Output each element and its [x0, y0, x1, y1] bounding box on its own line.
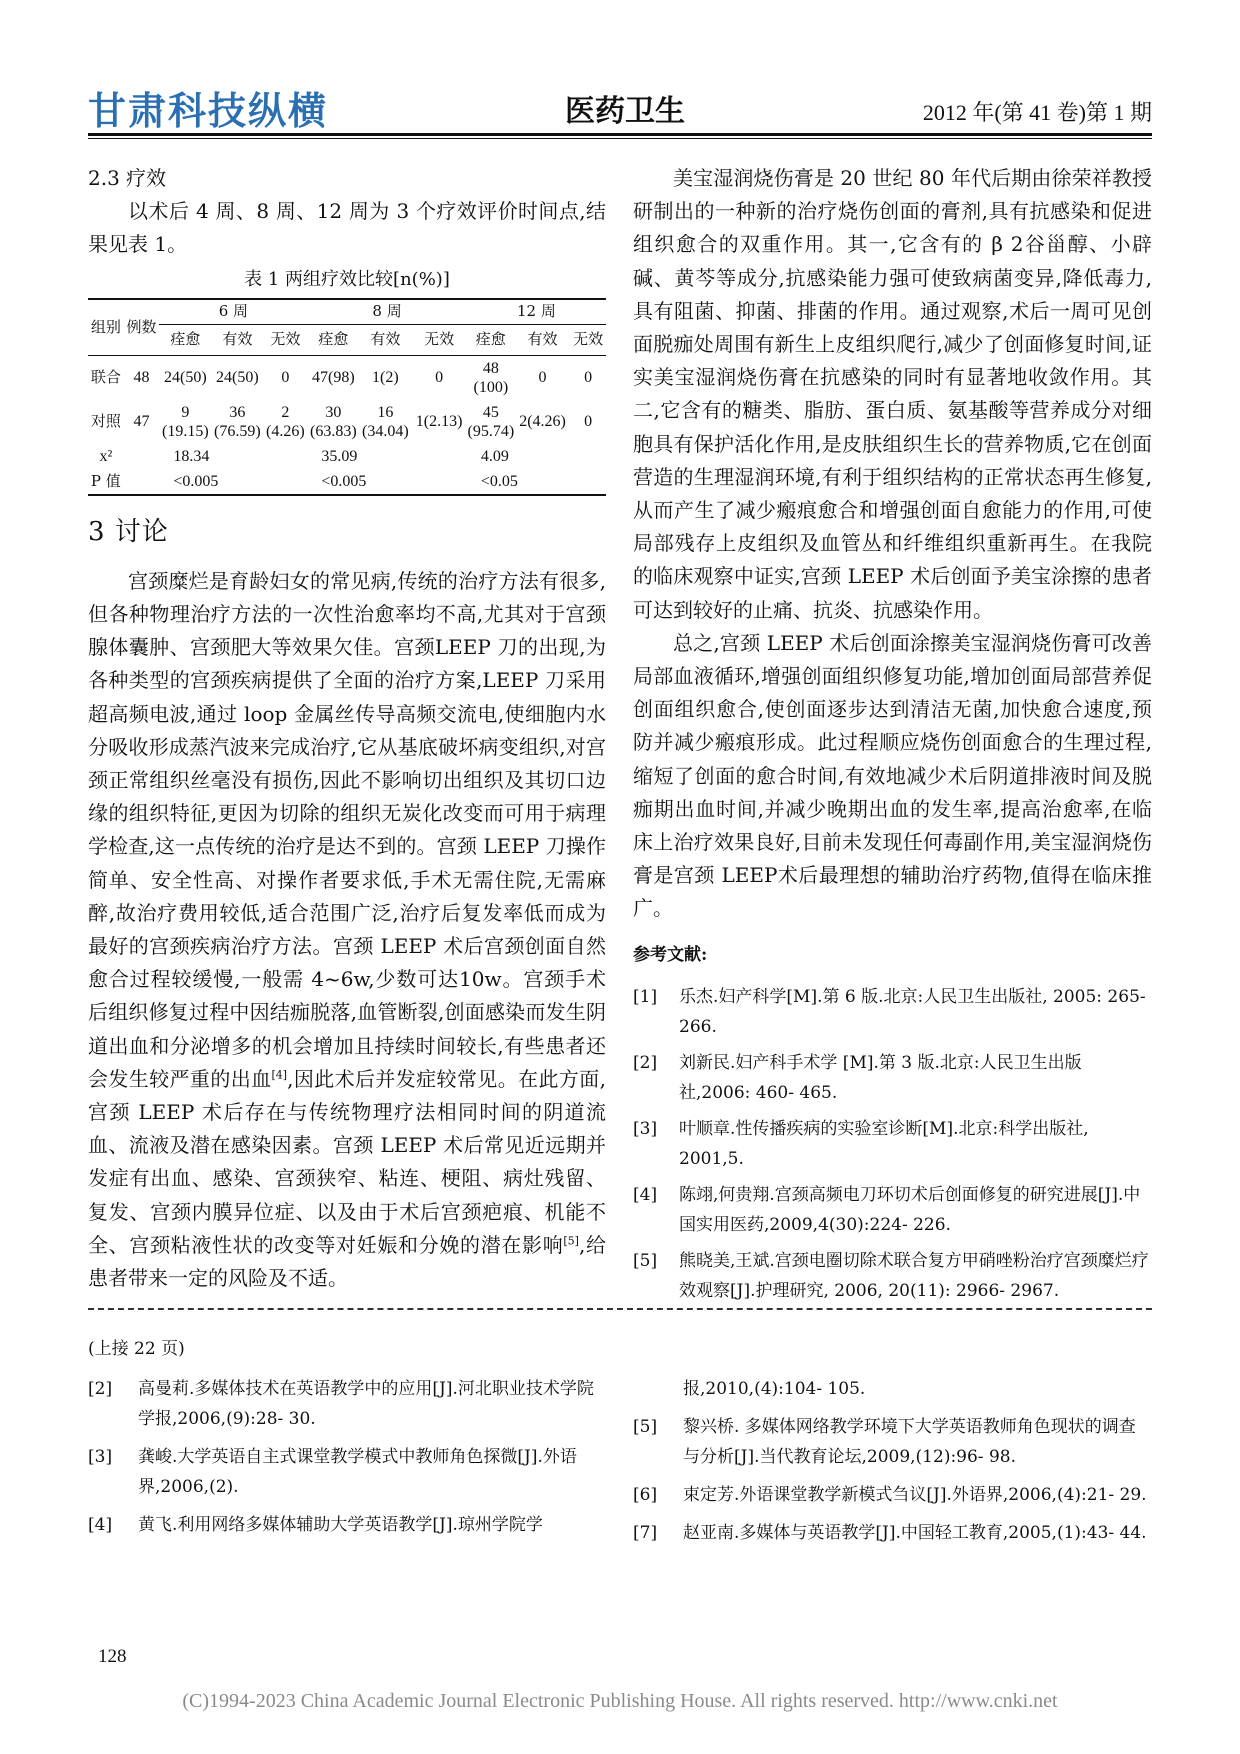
page-number: 128: [98, 1646, 127, 1667]
table-subheader: 痊愈: [467, 324, 515, 355]
discussion-paragraph-2: 美宝湿润烧伤膏是 20 世纪 80 年代后期由徐荣祥教授研制出的一种新的治疗烧伤创面的膏剂,具有抗感染和促进组织愈合的双重作用。其一,它含有的 β 2谷甾醇、小辟碱、黄芩等成分,抗感染能力强可使致病菌变异,降低毒力,具有阻菌、抑菌、排菌的作用。通过观察,术后一周可见创面脱痂处周围有新生上皮组织爬行,减少了创面修复时间,证实美宝湿润烧伤膏在抗感染的同时有显著地收敛作用。其二,它含有的糖类、脂肪、蛋白质、氨基酸等营养成分对细胞具有保护活化作用,是皮肤组织生长的营养物质,它在创面营造的生理湿润环境,有利于组织结构的正常状态再生修复,从而产生了减少瘢痕愈合和增强创面自愈能力的作用,可使局部残存上皮组织及血管丛和纤维组织重新再生。在我院的临床观察中证实,宫颈 LEEP 术后创面予美宝涂擦的患者可达到较好的止痛、抗炎、抗感染作用。: [633, 166, 1152, 622]
table-cell: 48: [133, 369, 150, 387]
table-subheader: 痊愈: [159, 324, 211, 355]
table-cell: 0: [584, 369, 593, 387]
table-cell: 48 (100): [473, 359, 509, 396]
table-subheader: 有效: [359, 324, 411, 355]
table-subheader: 有效: [515, 324, 570, 355]
table-subheader: 痊愈: [307, 324, 359, 355]
table-row: [88, 400, 606, 444]
table-cell: <0.005: [307, 470, 466, 495]
table-cell: <0.005: [159, 470, 307, 495]
section-3-heading: 3 讨论: [88, 516, 169, 547]
table-cell: 36 (76.59): [214, 403, 261, 440]
table-subheader: 无效: [570, 324, 606, 355]
reference-item: [2] 刘新民.妇产科手术学 [M].第 3 版.北京:人民卫生出版社,2006: 460- 465.: [633, 1052, 1082, 1103]
table-cell: 联合: [90, 368, 121, 387]
journal-masthead: 甘肃科技纵横: [88, 89, 329, 133]
header-rule-thin: [88, 138, 1152, 139]
table-cell: 24(50): [216, 369, 259, 387]
table-cell: 18.34: [173, 448, 210, 466]
table-cell: 对照: [90, 412, 121, 431]
table-row-p: [88, 470, 606, 495]
continued-refs-left: [88, 1334, 608, 1548]
table-cell: 30 (63.83): [310, 403, 357, 440]
table-cell: 16 (34.04): [362, 403, 409, 440]
table-subheader: 有效: [211, 324, 263, 355]
table-caption: 表 1 两组疗效比较[n(%)]: [244, 268, 450, 290]
reference-item: [5] 黎兴桥. 多媒体网络教学环境下大学英语教师角色现状的调查与分析[J].当代教育论坛,2009,(12):96- 98.: [633, 1417, 1136, 1467]
table-header-12w: 12 周: [467, 299, 606, 325]
table-cell: 0: [584, 413, 593, 431]
copyright-notice: (C)1994-2023 China Academic Journal Electronic Publishing House. All rights reserved. http://www.cnki.net: [182, 1690, 1058, 1712]
reference-item: [7] 赵亚南.多媒体与英语教学[J].中国轻工教育,2005,(1):43- 44.: [633, 1523, 1147, 1543]
table-subheader: 无效: [263, 324, 307, 355]
reference-item: [2] 高曼莉.多媒体技术在英语教学中的应用[J].河北职业技术学院学报,2006,(9):28- 30.: [88, 1379, 594, 1429]
discussion-paragraph-1: 宫颈糜烂是育龄妇女的常见病,传统的治疗方法有很多,但各种物理治疗方法的一次性治愈率均不高,尤其对于宫颈腺体囊肿、宫颈肥大等效果欠佳。宫颈LEEP 刀的出现,为各种类型的宫颈疾病提供了全面的治疗方案,LEEP 刀采用超高频电波,通过 loop 金属丝传导高频交流电,使细胞内水分吸收形成蒸汽波来完成治疗,它从基底破坏病变组织,对宫颈正常组织丝毫没有损伤,因此不影响切出组织及其切口边缘的组织特征,更因为切除的组织无炭化改变而可用于病理学检查,这一点传统的治疗是达不到的。宫颈 LEEP 刀操作简单、安全性高、对操作者要求低,手术无需住院,无需麻醉,故治疗费用较低,适合范围广泛,治疗后复发率低而成为最好的宫颈疾病治疗方法。宫颈 LEEP 术后宫颈创面自然愈合过程较缓慢,一般需 4~6w,少数可达10w。宫颈手术后组织修复过程中因结痂脱落,血管断裂,创面感染而发生阴道出血和分泌增多的机会增加且持续时间较长,有些患者还会发生较严重的出血[4],因此术后并发症较常见。在此方面,宫颈 LEEP 术后存在与传统物理疗法相同时间的阴道流血、流液及潜在感染因素。宫颈 LEEP 术后常见近远期并发症有出血、感染、宫颈狭窄、粘连、梗阻、病灶残留、复发、宫颈内膜异位症、以及由于术后宫颈疤痕、机能不全、宫颈粘液性状的改变等对妊娠和分娩的潜在影响[5],给患者带来一定的风险及不适。: [88, 568, 607, 1291]
table-header-6w: 6 周: [159, 299, 307, 325]
reference-item: [4] 陈翊,何贵翔.宫颈高频电刀环切术后创面修复的研究进展[J].中国实用医药,2009,4(30):224- 226.: [633, 1184, 1141, 1235]
citation: [4]: [271, 1068, 288, 1082]
reference-item-continuation: 报,2010,(4):104- 105.: [683, 1379, 866, 1399]
continued-note: (上接 22 页): [88, 1339, 185, 1359]
table-subheader: 无效: [411, 324, 466, 355]
references-heading: 参考文献:: [633, 944, 708, 965]
table-cell: 0: [538, 369, 547, 387]
table-cell: 9 (19.15): [162, 403, 209, 440]
discussion-paragraph-3: 总之,宫颈 LEEP 术后创面涂擦美宝湿润烧伤膏可改善局部血液循环,增强创面组织修复功能,增加创面局部营养促创面组织愈合,使创面逐步达到清洁无菌,加快愈合速度,预防并减少瘢痕形成。此过程顺应烧伤创面愈合的生理过程,缩短了创面的愈合时间,有效地减少术后阴道排液时间及脱痂期出血时间,并减少晚期出血的发生率,提高治愈率,在临床上治疗效果良好,目前未发现任何毒副作用,美宝湿润烧伤膏是宫颈 LEEP术后最理想的辅助治疗药物,值得在临床推广。: [633, 630, 1152, 921]
section-2-3-text: 以术后 4 周、8 周、12 周为 3 个疗效评价时间点,结果见表 1。: [88, 199, 606, 257]
table-cell: 2(4.26): [519, 413, 566, 431]
table-row-chi: [88, 444, 606, 470]
right-column: [633, 162, 1152, 1312]
table-cell: 47: [133, 413, 150, 431]
citation: [5]: [563, 1234, 579, 1248]
table-cell: 0: [435, 369, 444, 387]
table-cell: 4.09: [480, 448, 509, 466]
efficacy-table: [88, 298, 606, 496]
reference-item: [3] 龚峻.大学英语自主式课堂教学模式中教师角色探微[J].外语界,2006,(2).: [88, 1447, 577, 1497]
left-column: [88, 162, 606, 1295]
table-cell: 1(2.13): [415, 413, 463, 431]
table-cell: 47(98): [312, 369, 355, 387]
table-cell: 2 (4.26): [266, 403, 305, 440]
table-header-group: 组别: [88, 299, 124, 356]
table-cell: 1(2): [372, 369, 399, 387]
table-header-8w: 8 周: [307, 299, 466, 325]
section-divider: [88, 1308, 1152, 1310]
reference-item: [6] 束定芳.外语课堂教学新模式刍议[J].外语界,2006,(4):21- 29.: [633, 1485, 1147, 1505]
table-cell: 24(50): [164, 369, 207, 387]
table-cell: x²: [99, 448, 113, 466]
table-header-n: 例数: [124, 299, 160, 356]
table-row: [88, 355, 606, 400]
reference-item: [3] 叶顺章.性传播疾病的实验室诊断[M].北京:科学出版社, 2001,5.: [633, 1118, 1089, 1169]
header-rule: [88, 133, 1152, 136]
section-title: 医药卫生: [565, 94, 685, 129]
table-cell: 0: [281, 369, 290, 387]
reference-item: [1] 乐杰.妇产科学[M].第 6 版.北京:人民卫生出版社, 2005: 265- 266.: [633, 986, 1146, 1037]
table-cell: <0.05: [467, 470, 606, 495]
table-cell: 45 (95.74): [467, 403, 515, 440]
table-cell: P 值: [88, 470, 124, 495]
reference-item: [4] 黄飞.利用网络多媒体辅助大学英语教学[J].琼州学院学: [88, 1515, 543, 1535]
reference-item: [5] 熊晓美,王斌.宫颈电圈切除术联合复方甲硝唑粉治疗宫颈糜烂疗效观察[J].护理研究, 2006, 20(11): 2966- 2967.: [633, 1250, 1149, 1301]
issue-info: 2012 年(第 41 卷)第 1 期: [922, 100, 1152, 125]
section-2-3-heading: 2.3 疗效: [88, 166, 167, 190]
table-cell: 35.09: [321, 448, 358, 466]
continued-refs-right: [633, 1334, 1152, 1556]
